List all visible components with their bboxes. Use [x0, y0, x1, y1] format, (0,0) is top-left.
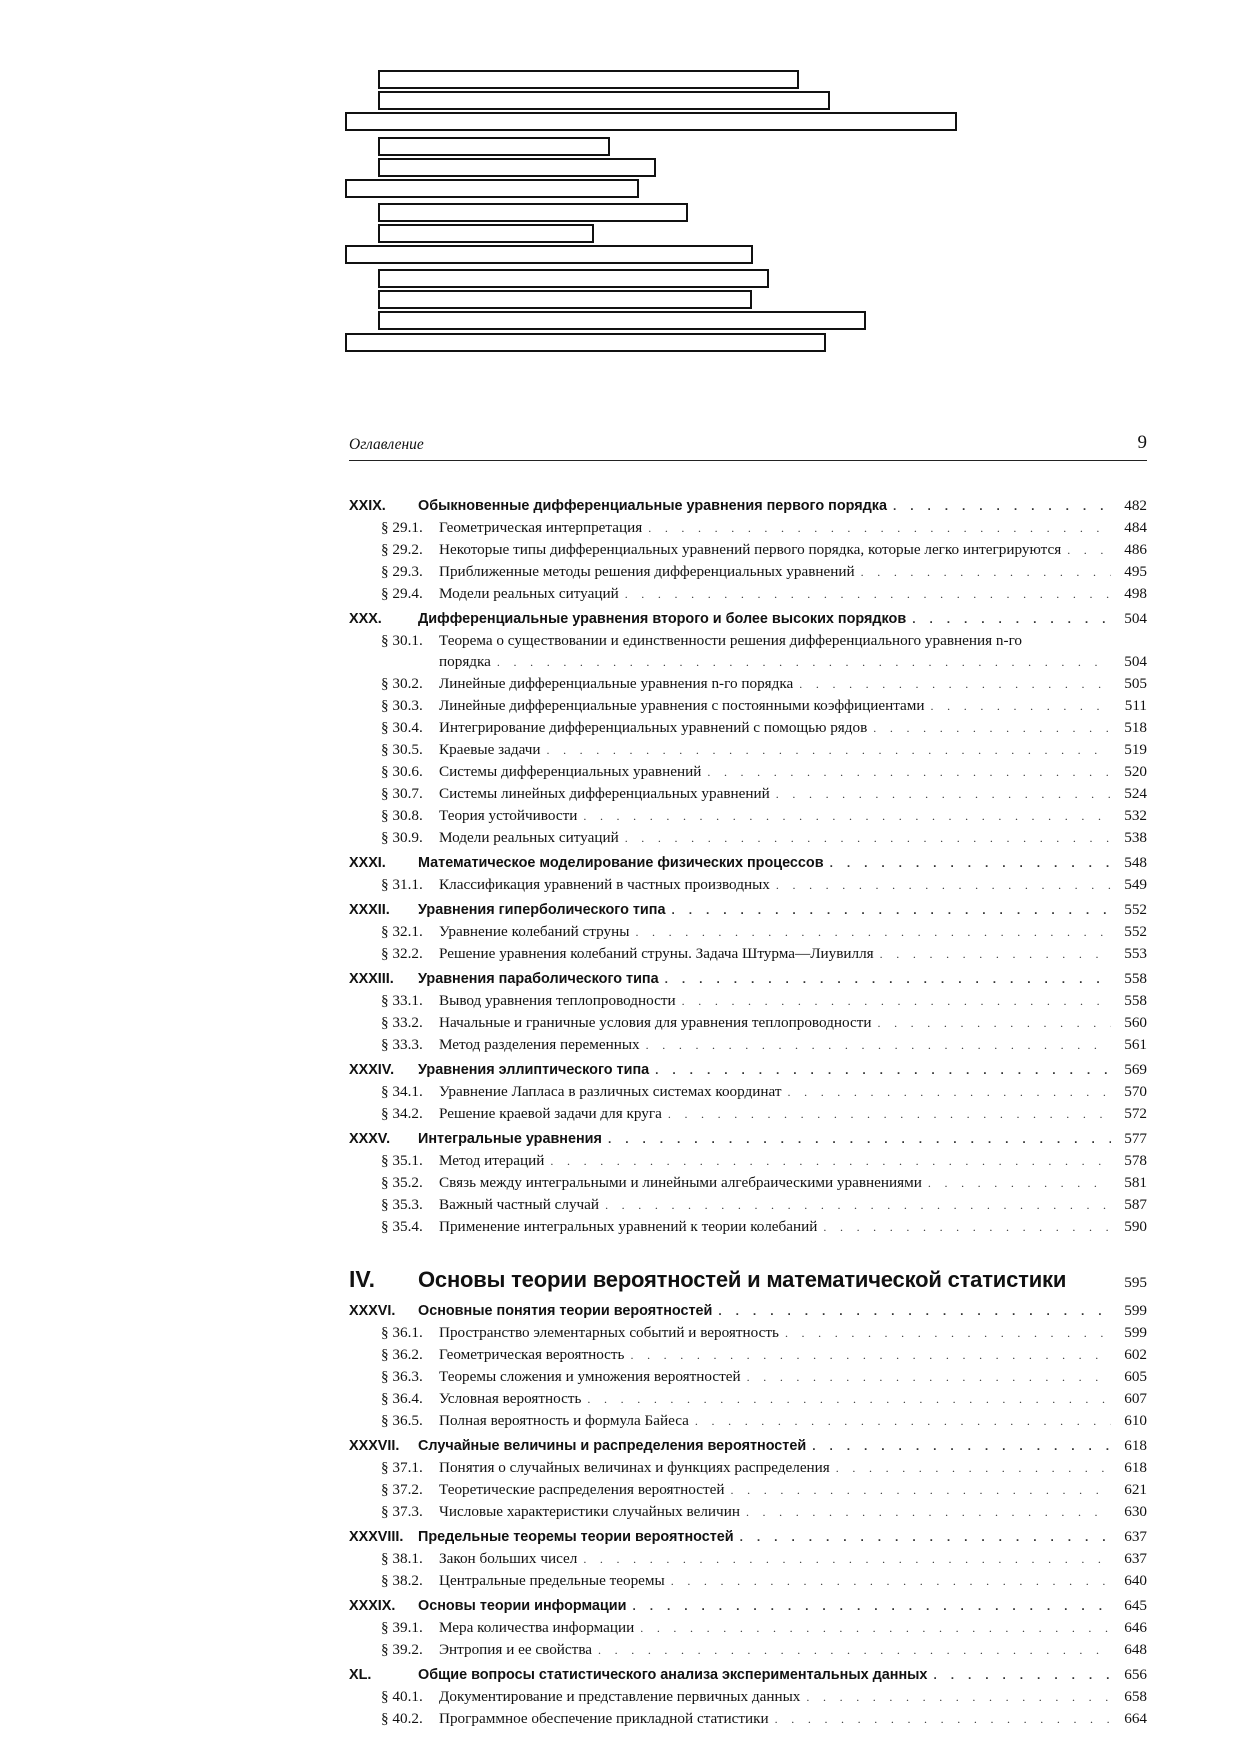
page-ref: 524 [1124, 785, 1147, 802]
dot-leader [632, 1596, 1111, 1617]
dot-leader [893, 496, 1111, 517]
dot-leader [497, 652, 1111, 673]
dot-leader [630, 1345, 1111, 1366]
dot-leader [648, 518, 1111, 539]
section-number: § 35.3. [381, 1196, 423, 1213]
chapter-number: XXXIX. [349, 1598, 396, 1614]
chapter-title: Уравнения гиперболического типа [418, 902, 666, 918]
section-number: § 38.1. [381, 1550, 423, 1567]
section-number: § 34.2. [381, 1105, 423, 1122]
toc-chapter[interactable] [349, 1664, 1147, 1686]
toc-section[interactable] [349, 921, 1147, 943]
page-ref: 548 [1124, 854, 1147, 871]
section-title: Геометрическая вероятность [439, 1346, 625, 1363]
page-ref: 621 [1124, 1481, 1147, 1498]
toc-section[interactable] [349, 1172, 1147, 1194]
section-number: § 34.1. [381, 1083, 423, 1100]
page-ref: 656 [1124, 1666, 1147, 1683]
redaction-box [378, 290, 752, 309]
dot-leader [812, 1436, 1111, 1457]
toc-section[interactable] [349, 1479, 1147, 1501]
section-number: § 30.3. [381, 697, 423, 714]
section-number: § 30.9. [381, 829, 423, 846]
page-ref: 618 [1124, 1437, 1147, 1454]
page-ref: 504 [1124, 610, 1147, 627]
page-ref: 577 [1124, 1130, 1147, 1147]
page-ref: 552 [1124, 901, 1147, 918]
toc-chapter[interactable] [349, 1059, 1147, 1081]
section-title: Документирование и представление первичных данных [439, 1688, 801, 1705]
page-ref: 607 [1124, 1390, 1147, 1407]
section-number: § 36.5. [381, 1412, 423, 1429]
chapter-number: XL. [349, 1667, 372, 1683]
section-number: § 29.1. [381, 519, 423, 536]
section-title: Закон больших чисел [439, 1550, 578, 1567]
section-number: § 38.2. [381, 1572, 423, 1589]
dot-leader [775, 1709, 1111, 1730]
section-number: § 36.3. [381, 1368, 423, 1385]
page-ref: 646 [1124, 1619, 1147, 1636]
toc-section[interactable] [349, 673, 1147, 695]
section-title: Геометрическая интерпретация [439, 519, 643, 536]
page-ref: 645 [1124, 1597, 1147, 1614]
dot-leader [836, 1458, 1111, 1479]
section-title: Важный частный случай [439, 1196, 600, 1213]
page-ref: 618 [1124, 1459, 1147, 1476]
dot-leader [788, 1082, 1112, 1103]
section-title-continued: порядка [439, 653, 491, 670]
page-ref: 599 [1124, 1302, 1147, 1319]
section-number: § 29.2. [381, 541, 423, 558]
page-ref: 505 [1124, 675, 1147, 692]
page-ref: 486 [1124, 541, 1147, 558]
section-number: § 36.4. [381, 1390, 423, 1407]
page-ref: 637 [1124, 1550, 1147, 1567]
section-title: Системы линейных дифференциальных уравнений [439, 785, 770, 802]
dot-leader [583, 1549, 1111, 1570]
page-ref: 578 [1124, 1152, 1147, 1169]
dot-leader [1067, 540, 1111, 561]
toc-section[interactable] [349, 1103, 1147, 1125]
redaction-box [345, 112, 957, 131]
toc-section[interactable] [349, 1150, 1147, 1172]
section-number: § 37.3. [381, 1503, 423, 1520]
toc-chapter[interactable] [349, 1526, 1147, 1548]
toc-section[interactable] [349, 739, 1147, 761]
chapter-title: Уравнения параболического типа [418, 971, 659, 987]
section-title: Мера количества информации [439, 1619, 635, 1636]
section-title: Понятия о случайных величинах и функциях распределения [439, 1459, 830, 1476]
dot-leader [861, 562, 1111, 583]
dot-leader [546, 740, 1111, 761]
toc-section[interactable] [349, 717, 1147, 739]
running-title: Оглавление [349, 436, 424, 453]
page-ref: 640 [1124, 1572, 1147, 1589]
dot-leader [718, 1301, 1111, 1322]
section-title: Теория устойчивости [439, 807, 578, 824]
chapter-title: Уравнения эллиптического типа [418, 1062, 650, 1078]
section-number: § 39.1. [381, 1619, 423, 1636]
toc-section[interactable] [349, 517, 1147, 539]
redaction-box [345, 179, 639, 198]
redaction-box [378, 311, 866, 330]
toc-section[interactable] [349, 1457, 1147, 1479]
section-number: § 40.2. [381, 1710, 423, 1727]
page-ref: 605 [1124, 1368, 1147, 1385]
page-ref: 630 [1124, 1503, 1147, 1520]
toc-chapter[interactable] [349, 1435, 1147, 1457]
section-title: Программное обеспечение прикладной статистики [439, 1710, 769, 1727]
section-title: Числовые характеристики случайных величин [439, 1503, 740, 1520]
toc-section[interactable] [349, 1548, 1147, 1570]
dot-leader [928, 1173, 1111, 1194]
section-number: § 37.1. [381, 1459, 423, 1476]
dot-leader [873, 718, 1111, 739]
page-ref: 595 [1124, 1274, 1147, 1291]
page-ref: 590 [1124, 1218, 1147, 1235]
toc-chapter[interactable] [349, 1300, 1147, 1322]
redaction-box [378, 158, 656, 177]
dot-leader [799, 674, 1111, 695]
section-number: § 33.1. [381, 992, 423, 1009]
toc-section[interactable] [349, 1034, 1147, 1056]
page-ref: 518 [1124, 719, 1147, 736]
section-number: § 32.1. [381, 923, 423, 940]
chapter-title: Случайные величины и распределения вероятностей [418, 1438, 807, 1454]
section-title: Центральные предельные теоремы [439, 1572, 665, 1589]
section-title: Линейные дифференциальные уравнения n-го порядка [439, 675, 794, 692]
page-ref: 602 [1124, 1346, 1147, 1363]
dot-leader [671, 900, 1111, 921]
section-title: Пространство элементарных событий и вероятность [439, 1324, 779, 1341]
section-number: § 30.7. [381, 785, 423, 802]
section-title: Уравнение Лапласа в различных системах координат [439, 1083, 782, 1100]
dot-leader [640, 1618, 1111, 1639]
toc-section[interactable] [349, 761, 1147, 783]
section-title: Интегрирование дифференциальных уравнений с помощью рядов [439, 719, 868, 736]
page-ref: 587 [1124, 1196, 1147, 1213]
section-number: § 37.2. [381, 1481, 423, 1498]
page-ref: 610 [1124, 1412, 1147, 1429]
section-title: Линейные дифференциальные уравнения с постоянными коэффициентами [439, 697, 925, 714]
toc-section[interactable] [349, 827, 1147, 849]
toc-section[interactable] [349, 1686, 1147, 1708]
chapter-number: XXIX. [349, 498, 386, 514]
toc-section[interactable] [349, 874, 1147, 896]
toc-section[interactable] [349, 1570, 1147, 1592]
chapter-number: XXXIV. [349, 1062, 395, 1078]
part-number: IV. [349, 1266, 376, 1292]
section-title: Уравнение колебаний струны [439, 923, 630, 940]
dot-leader [707, 762, 1111, 783]
toc-section[interactable] [349, 1012, 1147, 1034]
section-number: § 35.2. [381, 1174, 423, 1191]
redaction-box [378, 224, 594, 243]
chapter-number: XXXVII. [349, 1438, 400, 1454]
dot-leader [933, 1665, 1111, 1686]
dot-leader [665, 969, 1111, 990]
page-ref: 569 [1124, 1061, 1147, 1078]
dot-leader [583, 806, 1111, 827]
chapter-number: XXXV. [349, 1131, 391, 1147]
section-number: § 30.6. [381, 763, 423, 780]
dot-leader [880, 944, 1111, 965]
toc-section[interactable] [349, 1410, 1147, 1432]
redaction-box [378, 70, 799, 89]
section-title: Решение краевой задачи для круга [439, 1105, 662, 1122]
section-number: § 29.3. [381, 563, 423, 580]
page-ref: 482 [1124, 497, 1147, 514]
section-number: § 29.4. [381, 585, 423, 602]
toc-section[interactable] [349, 1388, 1147, 1410]
section-number: § 36.1. [381, 1324, 423, 1341]
toc-section[interactable] [349, 583, 1147, 605]
page-ref: 648 [1124, 1641, 1147, 1658]
dot-leader [625, 584, 1111, 605]
redaction-box [378, 91, 830, 110]
section-number: § 32.2. [381, 945, 423, 962]
page-ref: 558 [1124, 992, 1147, 1009]
page-ref: 538 [1124, 829, 1147, 846]
toc-section[interactable] [349, 1639, 1147, 1661]
toc-section[interactable] [349, 1708, 1147, 1730]
page-ref: 484 [1124, 519, 1147, 536]
section-number: § 30.2. [381, 675, 423, 692]
section-title: Модели реальных ситуаций [439, 829, 619, 846]
toc-section[interactable] [349, 630, 1147, 673]
chapter-title: Математическое моделирование физических процессов [418, 855, 824, 871]
chapter-title: Основы теории информации [418, 1598, 627, 1614]
toc-section[interactable] [349, 561, 1147, 583]
section-title: Теоремы сложения и умножения вероятностей [439, 1368, 741, 1385]
page-ref: 495 [1124, 563, 1147, 580]
toc-chapter[interactable] [349, 1595, 1147, 1617]
dot-leader [608, 1129, 1111, 1150]
dot-leader [695, 1411, 1111, 1432]
table-of-contents [349, 492, 1147, 1730]
page-ref: 558 [1124, 970, 1147, 987]
dot-leader [785, 1323, 1111, 1344]
chapter-number: XXXI. [349, 855, 386, 871]
section-number: § 40.1. [381, 1688, 423, 1705]
section-number: § 39.2. [381, 1641, 423, 1658]
page-ref: 581 [1124, 1174, 1147, 1191]
page-ref: 572 [1124, 1105, 1147, 1122]
section-number: § 30.1. [381, 632, 423, 649]
page-ref: 552 [1124, 923, 1147, 940]
section-number: § 31.1. [381, 876, 423, 893]
dot-leader [823, 1217, 1111, 1238]
page-ref: 664 [1124, 1710, 1147, 1727]
page-ref: 637 [1124, 1528, 1147, 1545]
toc-chapter[interactable] [349, 968, 1147, 990]
toc-section[interactable] [349, 695, 1147, 717]
dot-leader [605, 1195, 1111, 1216]
toc-section[interactable] [349, 1617, 1147, 1639]
section-title: Некоторые типы дифференциальных уравнений первого порядка, которые легко интегрируются [439, 541, 1062, 558]
part-title: Основы теории вероятностей и математической статистики [418, 1267, 1067, 1292]
section-title: Полная вероятность и формула Байеса [439, 1412, 689, 1429]
page-ref: 532 [1124, 807, 1147, 824]
chapter-number: XXXII. [349, 902, 390, 918]
toc-section[interactable] [349, 990, 1147, 1012]
dot-leader [668, 1104, 1111, 1125]
page-ref: 504 [1124, 653, 1147, 670]
dot-leader [625, 828, 1111, 849]
page-ref: 570 [1124, 1083, 1147, 1100]
chapter-title: Предельные теоремы теории вероятностей [418, 1529, 734, 1545]
dot-leader [740, 1527, 1111, 1548]
toc-section[interactable] [349, 1366, 1147, 1388]
section-title: Теоретические распределения вероятностей [439, 1481, 725, 1498]
section-title: Применение интегральных уравнений к теории колебаний [439, 1218, 818, 1235]
toc-section[interactable] [349, 539, 1147, 561]
page-ref: 561 [1124, 1036, 1147, 1053]
toc-section[interactable] [349, 1344, 1147, 1366]
chapter-title: Основные понятия теории вероятностей [418, 1303, 713, 1319]
toc-section[interactable] [349, 1501, 1147, 1523]
section-title: Метод итераций [439, 1152, 545, 1169]
page-ref: 599 [1124, 1324, 1147, 1341]
page-ref: 553 [1124, 945, 1147, 962]
section-number: § 30.8. [381, 807, 423, 824]
section-title: Классификация уравнений в частных производных [439, 876, 770, 893]
section-title: Энтропия и ее свойства [439, 1641, 593, 1658]
page-ref: 498 [1124, 585, 1147, 602]
toc-section[interactable] [349, 783, 1147, 805]
chapter-title: Общие вопросы статистического анализа экспериментальных данных [418, 1667, 928, 1683]
section-title: Начальные и граничные условия для уравнения теплопроводности [439, 1014, 872, 1031]
section-title: Краевые задачи [439, 741, 541, 758]
page-ref: 511 [1124, 697, 1147, 714]
page-ref: 520 [1124, 763, 1147, 780]
dot-leader [671, 1571, 1111, 1592]
toc-section[interactable] [349, 943, 1147, 965]
redaction-box [378, 203, 688, 222]
dot-leader [776, 784, 1111, 805]
toc-chapter[interactable] [349, 899, 1147, 921]
toc-section[interactable] [349, 1194, 1147, 1216]
toc-chapter[interactable] [349, 852, 1147, 874]
section-number: § 30.5. [381, 741, 423, 758]
dot-leader [635, 922, 1111, 943]
section-title: Связь между интегральными и линейными алгебраическими уравнениями [439, 1174, 922, 1191]
page-ref: 658 [1124, 1688, 1147, 1705]
toc-section[interactable] [349, 1216, 1147, 1238]
page-ref: 560 [1124, 1014, 1147, 1031]
chapter-number: XXXVIII. [349, 1529, 404, 1545]
chapter-number: XXXVI. [349, 1303, 396, 1319]
dot-leader [746, 1502, 1111, 1523]
section-number: § 35.4. [381, 1218, 423, 1235]
chapter-number: XXX. [349, 611, 382, 627]
section-number: § 30.4. [381, 719, 423, 736]
page-ref: 549 [1124, 876, 1147, 893]
toc-section[interactable] [349, 1322, 1147, 1344]
section-title: Теорема о существовании и единственности решения дифференциального уравнения n-го [439, 632, 1023, 649]
dot-leader [776, 875, 1111, 896]
page-ref: 519 [1124, 741, 1147, 758]
redaction-box [378, 137, 610, 156]
toc-chapter[interactable] [349, 1128, 1147, 1150]
toc-part[interactable] [349, 1265, 1147, 1297]
dot-leader [912, 609, 1111, 630]
page-header [349, 430, 1147, 461]
dot-leader [550, 1151, 1111, 1172]
dot-leader [931, 696, 1111, 717]
section-number: § 33.2. [381, 1014, 423, 1031]
redaction-box [345, 245, 753, 264]
page-number: 9 [1137, 432, 1147, 453]
section-number: § 36.2. [381, 1346, 423, 1363]
dot-leader [806, 1687, 1111, 1708]
dot-leader [646, 1035, 1111, 1056]
section-title: Модели реальных ситуаций [439, 585, 619, 602]
chapter-title: Дифференциальные уравнения второго и более высоких порядков [418, 611, 907, 627]
section-number: § 33.3. [381, 1036, 423, 1053]
section-title: Решение уравнения колебаний струны. Задача Штурма—Лиувилля [439, 945, 874, 962]
chapter-number: XXXIII. [349, 971, 394, 987]
dot-leader [655, 1060, 1111, 1081]
dot-leader [877, 1013, 1111, 1034]
dot-leader [731, 1480, 1111, 1501]
chapter-title: Интегральные уравнения [418, 1131, 602, 1147]
toc-chapter[interactable] [349, 608, 1147, 630]
toc-section[interactable] [349, 805, 1147, 827]
dot-leader [598, 1640, 1111, 1661]
dot-leader [682, 991, 1111, 1012]
section-title: Вывод уравнения теплопроводности [439, 992, 676, 1009]
section-title: Приближенные методы решения дифференциальных уравнений [439, 563, 855, 580]
dot-leader [587, 1389, 1111, 1410]
toc-section[interactable] [349, 1081, 1147, 1103]
section-title: Условная вероятность [439, 1390, 582, 1407]
dot-leader [747, 1367, 1111, 1388]
redaction-box [345, 333, 826, 352]
toc-chapter[interactable] [349, 495, 1147, 517]
redaction-box [378, 269, 769, 288]
chapter-title: Обыкновенные дифференциальные уравнения первого порядка [418, 498, 887, 514]
section-number: § 35.1. [381, 1152, 423, 1169]
section-title: Метод разделения переменных [439, 1036, 640, 1053]
dot-leader [830, 853, 1111, 874]
section-title: Системы дифференциальных уравнений [439, 763, 702, 780]
